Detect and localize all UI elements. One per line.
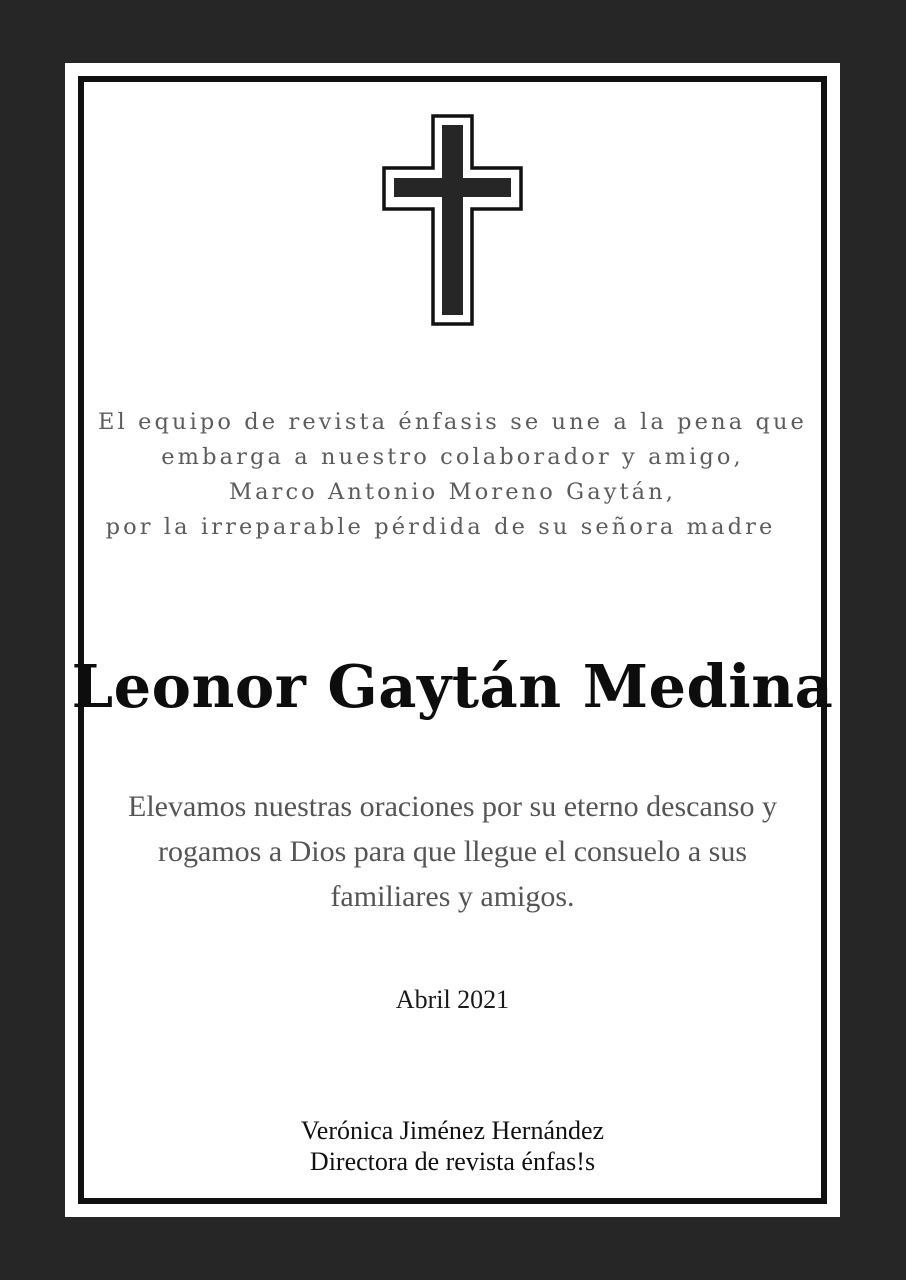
prayer-line: rogamos a Dios para que llegue el consuelo a sus <box>158 835 747 868</box>
intro-line: embarga a nuestro colaborador y amigo, <box>161 444 744 470</box>
signature-name: Verónica Jiménez Hernández <box>300 1116 605 1145</box>
intro-line: Marco Antonio Moreno Gaytán, <box>228 479 677 505</box>
prayer-line: Elevamos nuestras oraciones por su eterno descanso y <box>128 790 777 823</box>
signature-block <box>65 1115 840 1177</box>
deceased-name: Leonor Gaytán Medina <box>71 652 834 721</box>
intro-line: El equipo de revista énfasis se une a la pena que <box>98 409 807 435</box>
prayer-line: familiares y amigos. <box>330 880 575 913</box>
signature-title: Directora de revista énfas!s <box>309 1147 596 1176</box>
prayer-message <box>65 784 840 919</box>
notice-date: Abril 2021 <box>395 985 510 1014</box>
cross-icon <box>382 114 524 326</box>
intro-line: por la irreparable pérdida de su señora madre <box>105 514 776 540</box>
intro-message <box>85 405 820 545</box>
condolence-card <box>65 63 840 1217</box>
